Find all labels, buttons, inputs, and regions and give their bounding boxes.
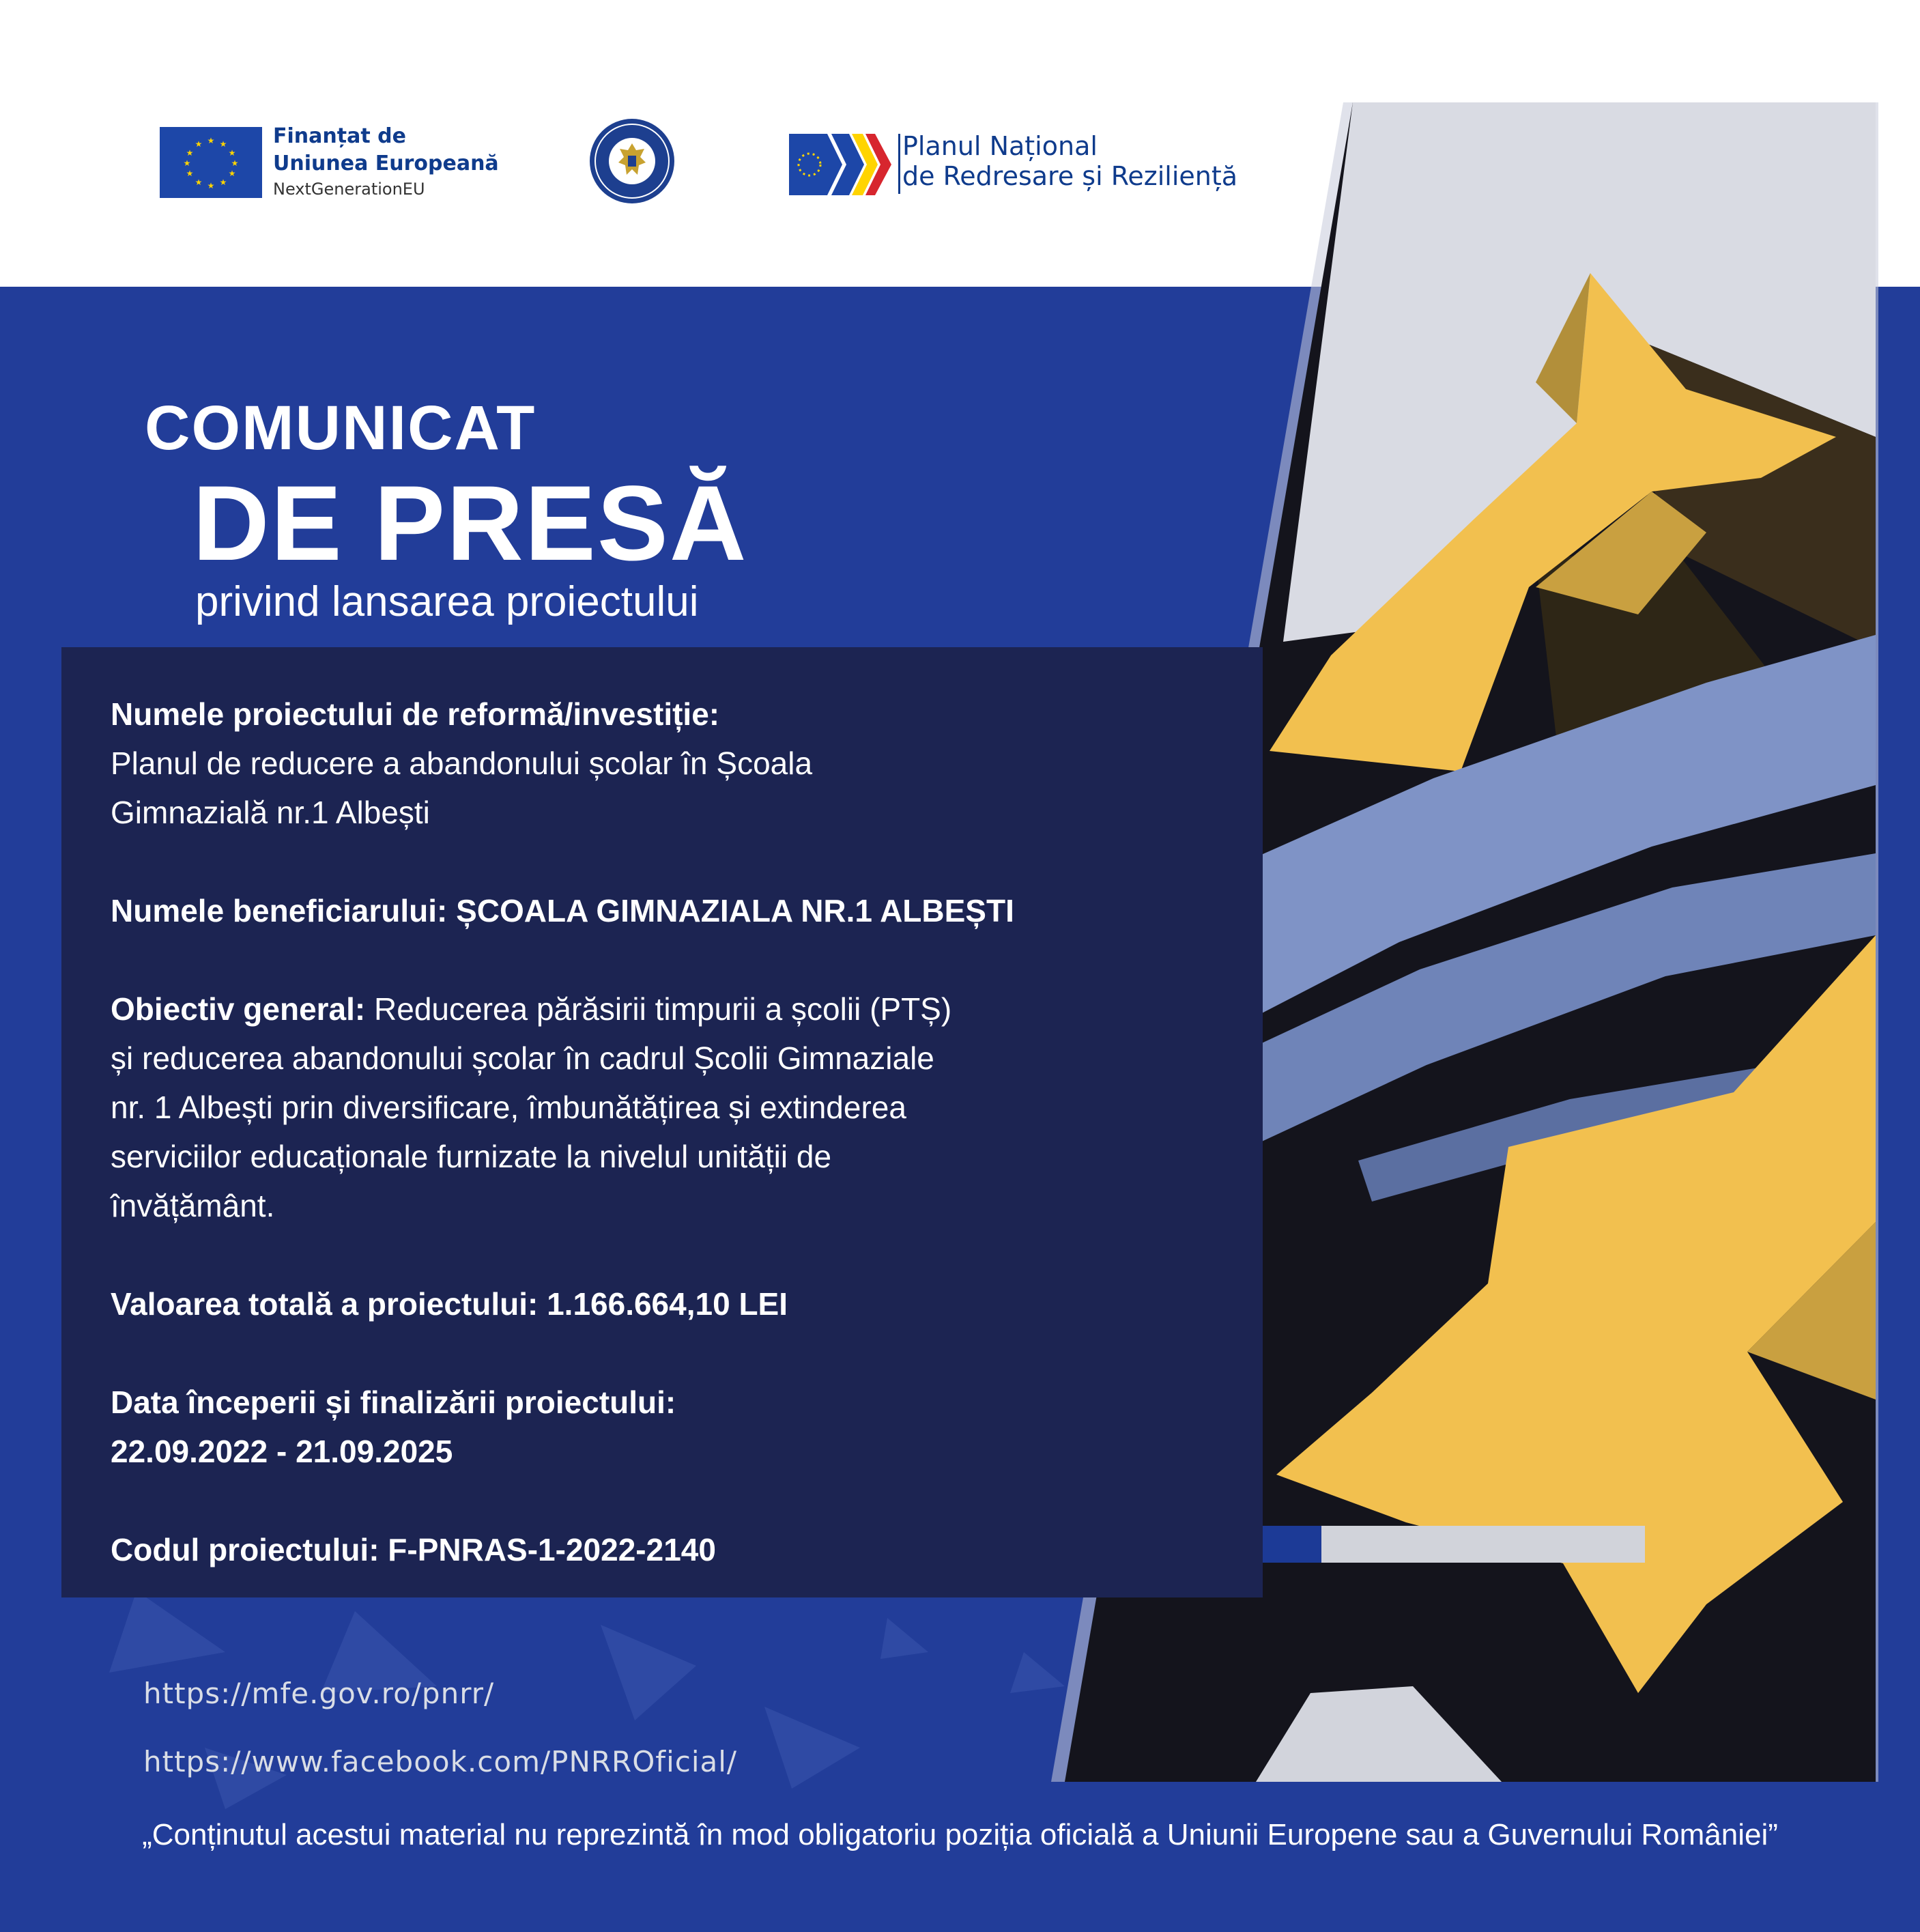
title-line2: DE PRESĂ: [192, 464, 748, 583]
pnrr-website-link[interactable]: https://mfe.gov.ro/pnrr/: [143, 1677, 495, 1710]
svg-text:★: ★: [195, 139, 203, 149]
total-value-text: Valoarea totală a proiectului: 1.166.664,10 LEI: [111, 1286, 788, 1322]
svg-text:★: ★: [219, 177, 227, 187]
beneficiary-text: Numele beneficiarului: ȘCOALA GIMNAZIALA NR.1 ALBEȘTI: [111, 893, 1014, 928]
svg-text:★: ★: [186, 169, 194, 178]
svg-text:★: ★: [195, 177, 203, 187]
objective-line5: învățământ.: [111, 1188, 275, 1223]
project-name-line2: Gimnazială nr.1 Albești: [111, 795, 430, 830]
objective-line2: și reducerea abandonului școlar în cadrul Școlii Gimnaziale: [111, 1040, 934, 1076]
disclaimer-text: „Conținutul acestui material nu reprezintă în mod obligatoriu poziția oficială a Uniunii Europene sau a Guvernului României”: [142, 1818, 1778, 1851]
project-name-label: Numele proiectului de reformă/investiție:: [111, 696, 720, 732]
pnrr-label-line2: de Redresare și Reziliență: [902, 161, 1238, 191]
project-name-line1: Planul de reducere a abandonului școlar în Școala: [111, 745, 813, 781]
objective-line3: nr. 1 Albești prin diversificare, îmbunătățirea și extinderea: [111, 1090, 906, 1125]
dates-value: 22.09.2022 - 21.09.2025: [111, 1434, 453, 1469]
project-code-text: Codul proiectului: F-PNRAS-1-2022-2140: [111, 1532, 716, 1567]
title-subtitle: privind lansarea proiectului: [195, 578, 699, 625]
svg-text:★: ★: [231, 158, 239, 168]
facebook-page-link[interactable]: https://www.facebook.com/PNRROficial/: [143, 1745, 738, 1778]
svg-text:★: ★: [228, 148, 236, 158]
title-line1: COMUNICAT: [145, 393, 536, 463]
svg-text:★: ★: [228, 169, 236, 178]
eu-label-line3: NextGenerationEU: [273, 180, 425, 199]
svg-text:★: ★: [219, 139, 227, 149]
svg-text:★: ★: [183, 158, 191, 168]
eu-label-line1: Finanțat de: [273, 124, 406, 148]
objective-line4: serviciilor educaționale furnizate la nivelul unității de: [111, 1139, 832, 1174]
svg-text:★: ★: [186, 148, 194, 158]
objective-label: Obiectiv general:: [111, 991, 366, 1027]
svg-text:★: ★: [207, 136, 215, 145]
eu-label-line2: Uniunea Europeană: [273, 152, 499, 175]
pnrr-label-line1: Planul Național: [902, 131, 1098, 161]
project-info-text: [111, 690, 1093, 1574]
svg-text:★: ★: [207, 181, 215, 190]
dates-label: Data începerii și finalizării proiectului:: [111, 1384, 676, 1420]
objective-line1: Reducerea părăsirii timpurii a școlii (PTȘ): [365, 991, 952, 1027]
